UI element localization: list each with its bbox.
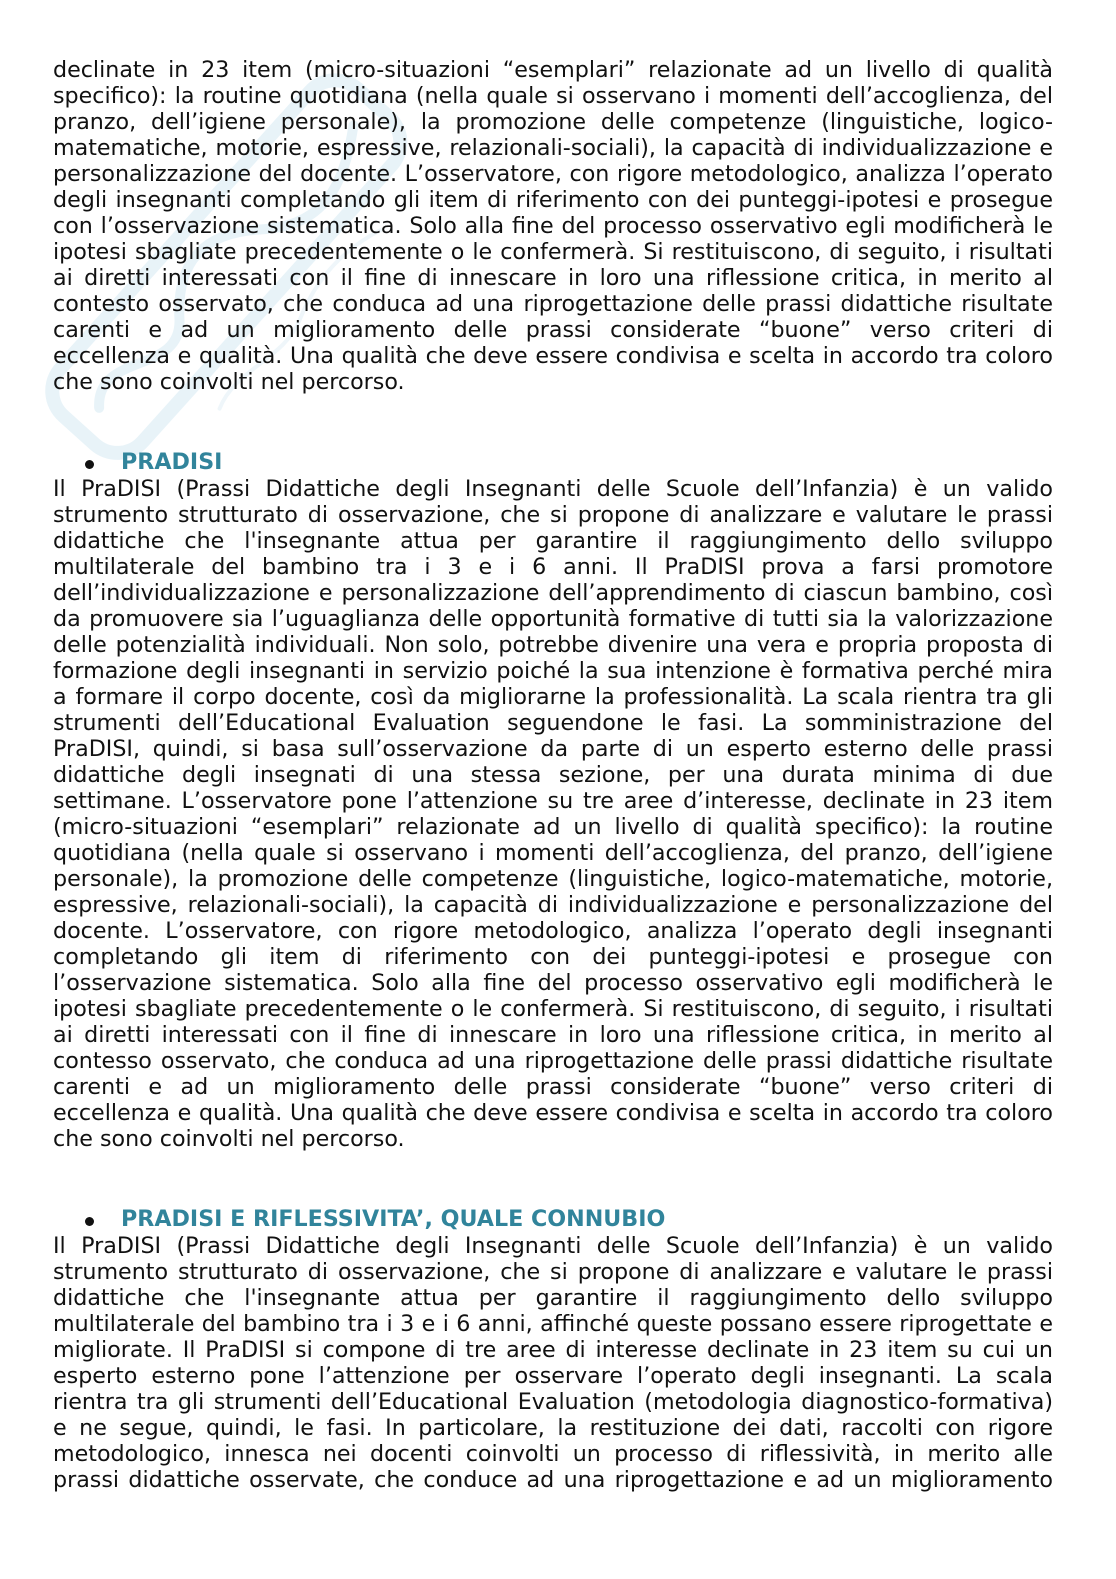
text-line: e ne segue, quindi, le fasi. In particolare, la restituzione dei dati, raccolti con rigore: [53, 1415, 1053, 1441]
text-line: eccellenza e qualità. Una qualità che deve essere condivisa e scelta in accordo tra coloro: [53, 343, 1053, 369]
text-line: che sono coinvolti nel percorso.: [53, 1126, 405, 1152]
text-line: strumento strutturato di osservazione, che si propone di analizzare e valutare le prassi: [53, 502, 1053, 528]
text-line: strumento strutturato di osservazione, che si propone di analizzare e valutare le prassi: [53, 1259, 1053, 1285]
paragraph-pradisi-riflessivita: [53, 1233, 1053, 1493]
text-line: personalizzazione del docente. L’osservatore, con rigore metodologico, analizza l’operato: [53, 161, 1053, 187]
text-line: ai diretti interessati con il fine di innescare in loro una riflessione critica, in merito al: [53, 1022, 1053, 1048]
text-line: declinate in 23 item (micro-situazioni “esemplari” relazionate ad un livello di qualità: [53, 57, 1053, 83]
text-line: Il PraDISI (Prassi Didattiche degli Insegnanti delle Scuole dell’Infanzia) è un valido: [53, 476, 1053, 502]
text-line: prassi didattiche osservate, che conduce ad una riprogettazione e ad un miglioramento: [53, 1467, 1053, 1493]
text-line: formazione degli insegnanti in servizio poiché la sua intenzione è formativa perché mira: [53, 658, 1053, 684]
text-line: da promuovere sia l’uguaglianza delle opportunità formative di tutti sia la valorizzazione: [53, 606, 1053, 632]
text-line: didattiche degli insegnati di una stessa sezione, per una durata minima di due: [53, 762, 1053, 788]
section-heading-pradisi: [53, 448, 1053, 476]
text-line: ipotesi sbagliate precedentemente o le confermerà. Si restituiscono, di seguito, i risultati: [53, 996, 1053, 1022]
text-line: contesto osservato, che conduca ad una riprogettazione delle prassi didattiche risultate: [53, 291, 1053, 317]
text-line: metodologico, innesca nei docenti coinvolti un processo di riflessività, in merito alle: [53, 1441, 1053, 1467]
text-line: settimane. L’osservatore pone l’attenzione su tre aree d’interesse, declinate in 23 item: [53, 788, 1053, 814]
text-line: degli insegnanti completando gli item di riferimento con dei punteggi-ipotesi e prosegue: [53, 187, 1053, 213]
text-line: carenti e ad un miglioramento delle prassi considerate “buone” verso criteri di: [53, 317, 1053, 343]
text-line: (micro-situazioni “esemplari” relazionate ad un livello di qualità specifico): la routine: [53, 814, 1053, 840]
text-line: specifico): la routine quotidiana (nella quale si osservano i momenti dell’accoglienza, del: [53, 83, 1053, 109]
text-line: completando gli item di riferimento con dei punteggi-ipotesi e prosegue con: [53, 944, 1053, 970]
text-line: con l’osservazione sistematica. Solo alla fine del processo osservativo egli modificherà le: [53, 213, 1053, 239]
text-line: esperto esterno pone l’attenzione per osservare l’operato degli insegnanti. La scala: [53, 1363, 1053, 1389]
text-line: PraDISI, quindi, si basa sull’osservazione da parte di un esperto esterno delle prassi: [53, 736, 1053, 762]
text-line: multilaterale del bambino tra i 3 e i 6 anni, affinché queste possano essere riprogettate e: [53, 1311, 1053, 1337]
text-line: didattiche che l'insegnante attua per garantire il raggiungimento dello sviluppo: [53, 528, 1053, 554]
paragraph-continuation: [53, 57, 1053, 395]
text-line: carenti e ad un miglioramento delle prassi considerate “buone” verso criteri di: [53, 1074, 1053, 1100]
text-line: pranzo, dell’igiene personale), la promozione delle competenze (linguistiche, logico-: [53, 109, 1053, 135]
section-heading-text: PRADISI: [121, 449, 223, 475]
text-line: Il PraDISI (Prassi Didattiche degli Insegnanti delle Scuole dell’Infanzia) è un valido: [53, 1233, 1053, 1259]
text-line: migliorate. Il PraDISI si compone di tre aree di interesse declinate in 23 item su cui un: [53, 1337, 1053, 1363]
text-line: delle potenzialità individuali. Non solo, potrebbe divenire una vera e propria proposta di: [53, 632, 1053, 658]
text-line: multilaterale del bambino tra i 3 e i 6 anni. Il PraDISI prova a farsi promotore: [53, 554, 1053, 580]
text-line: personale), la promozione delle competenze (linguistiche, logico-matematiche, motorie,: [53, 866, 1053, 892]
text-line: docente. L’osservatore, con rigore metodologico, analizza l’operato degli insegnanti: [53, 918, 1053, 944]
document-body: [53, 57, 1053, 1493]
bullet-icon: [85, 1217, 94, 1226]
text-line: rientra tra gli strumenti dell’Educational Evaluation (metodologia diagnostico-formativa): [53, 1389, 1053, 1415]
text-line: dell’individualizzazione e personalizzazione dell’apprendimento di ciascun bambino, così: [53, 580, 1053, 606]
text-line: ai diretti interessati con il fine di innescare in loro una riflessione critica, in merito al: [53, 265, 1053, 291]
text-line: a formare il corpo docente, così da migliorarne la professionalità. La scala rientra tra gli: [53, 684, 1053, 710]
section-heading-text: PRADISI E RIFLESSIVITA’, QUALE CONNUBIO: [121, 1206, 666, 1232]
text-line: quotidiana (nella quale si osservano i momenti dell’accoglienza, del pranzo, dell’igiene: [53, 840, 1053, 866]
text-line: l’osservazione sistematica. Solo alla fine del processo osservativo egli modificherà le: [53, 970, 1053, 996]
text-line: didattiche che l'insegnante attua per garantire il raggiungimento dello sviluppo: [53, 1285, 1053, 1311]
text-line: che sono coinvolti nel percorso.: [53, 369, 405, 395]
text-line: strumenti dell’Educational Evaluation seguendone le fasi. La somministrazione del: [53, 710, 1053, 736]
text-line: espressive, relazionali-sociali), la capacità di individualizzazione e personalizzazione del: [53, 892, 1053, 918]
paragraph-pradisi: [53, 476, 1053, 1152]
text-line: ipotesi sbagliate precedentemente o le confermerà. Si restituiscono, di seguito, i risultati: [53, 239, 1053, 265]
text-line: matematiche, motorie, espressive, relazionali-sociali), la capacità di individualizzazione e: [53, 135, 1053, 161]
text-line: contesso osservato, che conduca ad una riprogettazione delle prassi didattiche risultate: [53, 1048, 1053, 1074]
bullet-icon: [85, 460, 94, 469]
section-heading-pradisi-riflessivita: [53, 1205, 1053, 1233]
text-line: eccellenza e qualità. Una qualità che deve essere condivisa e scelta in accordo tra coloro: [53, 1100, 1053, 1126]
